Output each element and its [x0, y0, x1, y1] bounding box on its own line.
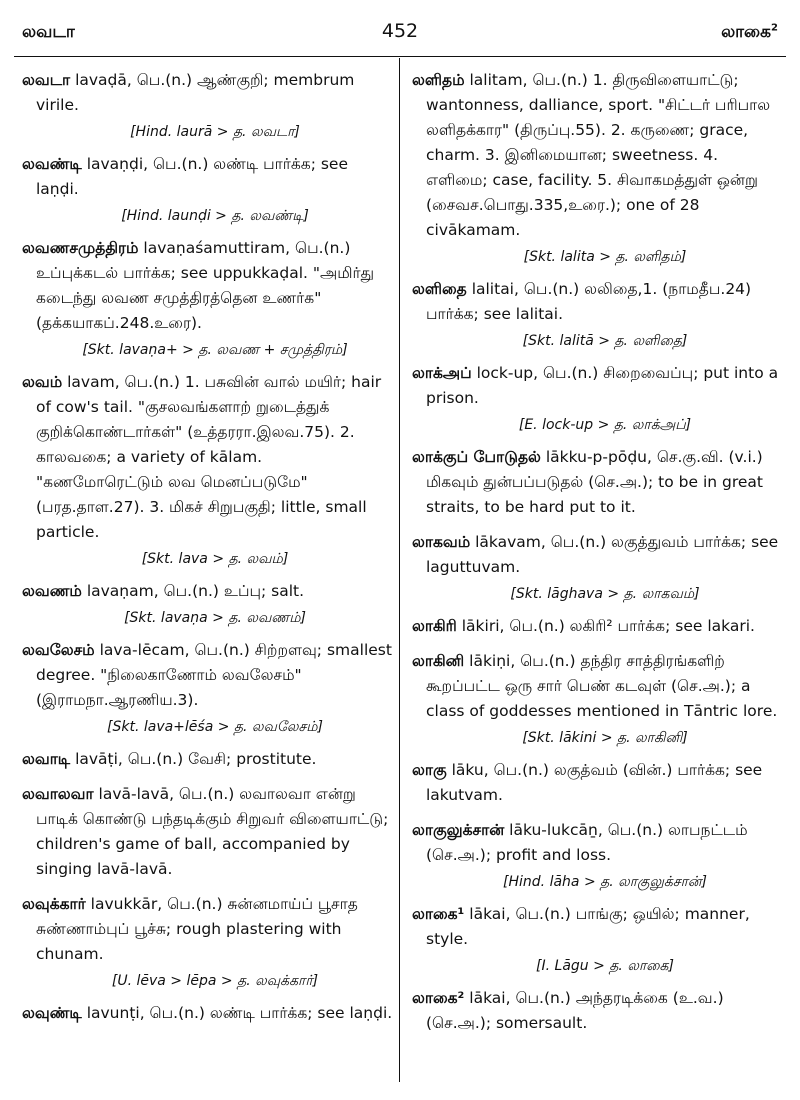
entry-etymology: [I. Lāgu > த. லாகை] [536, 958, 674, 974]
entry-body: lalitai, பெ.(n.) லலிதை,1. (நாமதீப.24) பார்க்க; see lalitai. [426, 280, 752, 323]
header-right-text: லாகை [721, 22, 772, 42]
entry-etymology: [Hind. launḍi > த. லவண்டி] [121, 208, 309, 224]
entry-etymology: [Skt. lava > த. லவம்] [141, 551, 289, 567]
dictionary-entry [22, 370, 394, 569]
dictionary-entry [412, 68, 784, 267]
entry-body: lāku, பெ.(n.) லகுத்வம் (வின்.) பார்க்க; see lakutvam. [426, 761, 763, 804]
entry-etymology: [Hind. laurā > த. லவடா] [130, 124, 300, 140]
entry-headword: லாகை² [412, 989, 465, 1007]
header-left-word: லவடா [22, 22, 75, 42]
header-right-sup: 2 [771, 22, 778, 34]
dictionary-entry [22, 579, 394, 628]
entry-body: lākiri, பெ.(n.) லகிரி² பார்க்க; see lakari. [456, 617, 755, 635]
dictionary-entry [412, 277, 784, 351]
entry-headword: லளிதை [412, 280, 467, 298]
entry-headword: லாகினி [412, 652, 465, 670]
right-column [412, 68, 784, 1046]
dictionary-entry [412, 902, 784, 976]
entry-headword: லாகவம் [412, 533, 471, 551]
entry-body: lākiṇi, பெ.(n.) தந்திர சாத்திரங்களிற் கூறப்பட்ட ஒரு சார் பெண் கடவுள் (செ.அ.); a class of goddesses mentioned in Tāntric lore. [426, 652, 778, 720]
dictionary-entry [22, 638, 394, 737]
entry-headword: லவடா [22, 71, 71, 89]
entry-headword: லவண்டி [22, 155, 82, 173]
dictionary-entry [412, 361, 784, 435]
entry-body: lāku-lukcāṉ, பெ.(n.) லாபநட்டம் (செ.அ.); profit and loss. [426, 821, 748, 864]
entry-body: lavaṇaśamuttiram, பெ.(n.) உப்புக்கடல் பார்க்க; see uppukkaḍal. "அமிர்து கடைந்து லவண சமுத்திரத்தென உணர்க" (தக்கயாகப்.248.உரை). [36, 239, 375, 332]
dictionary-entry [22, 236, 394, 360]
column-divider [399, 58, 400, 1082]
entry-etymology: [Skt. lākini > த. லாகினி] [522, 730, 688, 746]
entry-body: lock-up, பெ.(n.) சிறைவைப்பு; put into a prison. [426, 364, 779, 407]
dictionary-entry [22, 747, 394, 772]
entry-body: lākku-p-pōḍu, செ.கு.வி. (v.i.) மிகவும் துன்பப்படுதல் (செ.அ.); to be in great straits, to be hard put to it. [426, 448, 764, 516]
entry-body: lavā-lavā, பெ.(n.) லவாலவா என்று பாடிக் கொண்டு பந்தடிக்கும் சிறுவர் விளையாட்டு; children's game of ball, accompanied by singing lavā-lavā. [36, 785, 389, 878]
entry-headword: லாகுலுக்சான் [412, 821, 505, 839]
dictionary-entry [22, 152, 394, 226]
entry-etymology: [Skt. lavaṇa+ > த. லவண + சமுத்திரம்] [82, 342, 348, 358]
entry-headword: லவுக்கார் [22, 895, 86, 913]
entry-etymology: [Hind. lāha > த. லாகுலுக்சான்] [503, 874, 707, 890]
entry-headword: லவணம் [22, 582, 82, 600]
dictionary-entry [412, 614, 784, 639]
dictionary-entry [412, 530, 784, 604]
entry-body: lavukkār, பெ.(n.) சுன்னமாய்ப் பூசாத சுண்ணாம்புப் பூச்சு; rough plastering with chunam. [36, 895, 358, 963]
entry-headword: லாக்குப் போடுதல் [412, 448, 541, 466]
entry-headword: லவம் [22, 373, 63, 391]
entry-etymology: [Skt. lalitā > த. லளிதை] [522, 333, 688, 349]
entry-body: lavaṇḍi, பெ.(n.) லண்டி பார்க்க; see laṇḍi. [36, 155, 348, 198]
entry-headword: லாகை¹ [412, 905, 465, 923]
dictionary-entry [22, 68, 394, 142]
entry-etymology: [Skt. lavaṇa > த. லவணம்] [124, 610, 306, 626]
entry-body: lavam, பெ.(n.) 1. பசுவின் வால் மயிர்; hair of cow's tail. "குசலவங்களாற் றுடைத்துக் குறிக்கொண்டார்கள்" (உத்தரரா.இலவ.75). 2. காலவகை; a variety of kālam. "கணமோரெட்டும் லவ மெனப்படுமே" (பரத.தாள.27). 3. மிகச் சிறுபகுதி; little, small particle. [36, 373, 382, 541]
dictionary-entry [412, 986, 784, 1036]
entry-body: lākai, பெ.(n.) அந்தரடிக்கை (உ.வ.) (செ.அ.); somersault. [426, 989, 724, 1032]
entry-body: lākavam, பெ.(n.) லகுத்துவம் பார்க்க; see laguttuvam. [426, 533, 779, 576]
dictionary-entry [22, 782, 394, 882]
entry-etymology: [U. lēva > lēpa > த. லவுக்கார்] [111, 973, 319, 989]
dictionary-entry [412, 445, 784, 520]
entry-headword: லாக்அப் [412, 364, 472, 382]
entry-body: lavāṭi, பெ.(n.) வேசி; prostitute. [70, 750, 317, 768]
entry-headword: லவுண்டி [22, 1004, 82, 1022]
dictionary-entry [412, 649, 784, 748]
dictionary-entry [22, 892, 394, 991]
entry-body: lākai, பெ.(n.) பாங்கு; ஒயில்; manner, style. [426, 905, 750, 948]
left-column [22, 68, 394, 1036]
dictionary-entry [412, 818, 784, 892]
dictionary-entry [22, 1001, 394, 1026]
header-rule [14, 56, 786, 57]
page-number: 452 [381, 20, 419, 42]
entry-headword: லவாடி [22, 750, 71, 768]
entry-body: lavunṭi, பெ.(n.) லண்டி பார்க்க; see laṇḍi. [81, 1004, 393, 1022]
entry-headword: லாகிரி [412, 617, 457, 635]
entry-headword: லாகு [412, 761, 447, 779]
entry-headword: லவணசமுத்திரம் [22, 239, 139, 257]
entry-body: lavaṇam, பெ.(n.) உப்பு; salt. [81, 582, 305, 600]
entry-headword: லவாலவா [22, 785, 94, 803]
entry-body: lava-lēcam, பெ.(n.) சிற்றளவு; smallest degree. "நிலைகாணோம் லவலேசம்" (இராமநா.ஆரணிய.3). [36, 641, 392, 709]
entry-etymology: [Skt. lāghava > த. லாகவம்] [510, 586, 700, 602]
entry-etymology: [Skt. lalita > த. லளிதம்] [523, 249, 687, 265]
entry-headword: லளிதம் [412, 71, 465, 89]
entry-body: lavaḍā, பெ.(n.) ஆண்குறி; membrum virile. [36, 71, 355, 114]
entry-etymology: [E. lock-up > த. லாக்அப்] [518, 417, 692, 433]
entry-body: lalitam, பெ.(n.) 1. திருவிளையாட்டு; wantonness, dalliance, sport. "சிட்டர் பரிபால லளிதக்கார" (திருப்பு.55). 2. கருணை; grace, charm. 3. இனிமையான; sweetness. 4. எளிமை; case, facility. 5. சிவாகமத்துள் ஒன்று (சைவச.பொது.335,உரை.); one of 28 civākamam. [426, 71, 771, 239]
entry-headword: லவலேசம் [22, 641, 95, 659]
header-right-word [721, 22, 778, 44]
dictionary-entry [412, 758, 784, 808]
entry-etymology: [Skt. lava+lēśa > த. லவலேசம்] [107, 719, 323, 735]
